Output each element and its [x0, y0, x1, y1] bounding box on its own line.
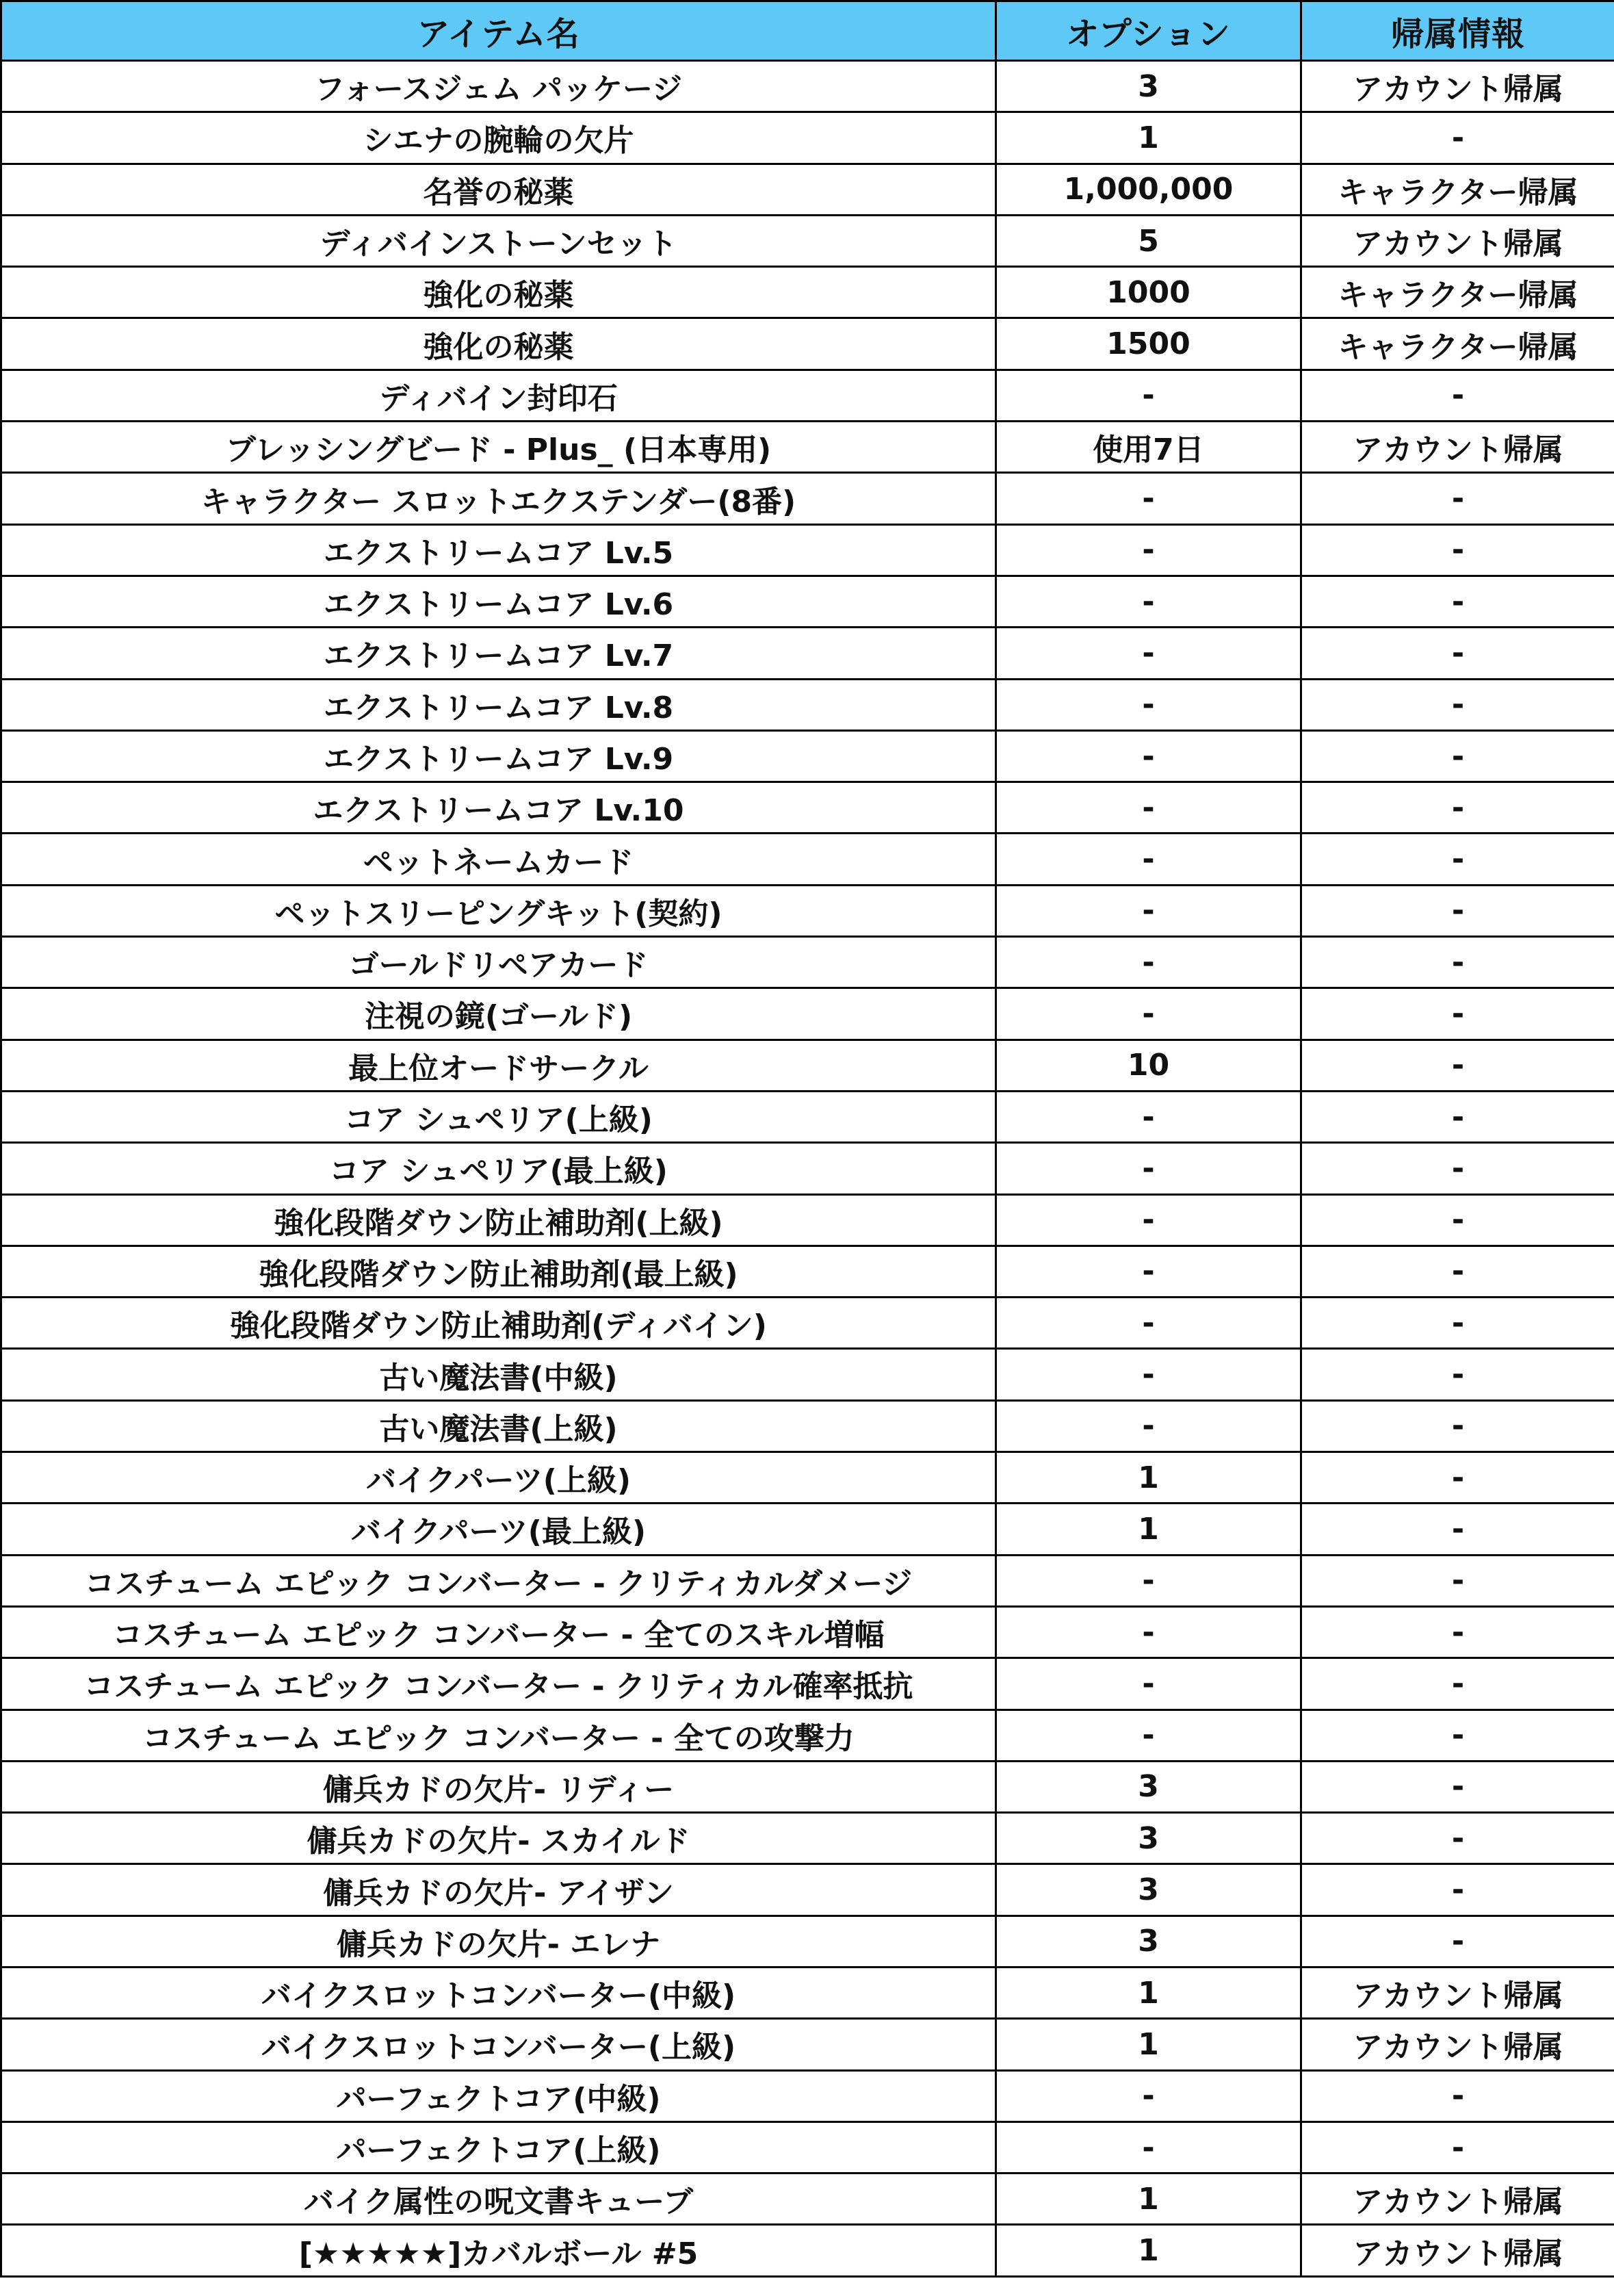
cell-item-name: キャラクター スロットエクステンダー(8番): [1, 473, 996, 524]
table-row: [1, 730, 1614, 782]
table-row: [1, 988, 1614, 1040]
cell-item-name: ディバインストーンセット: [1, 215, 996, 266]
cell-item-name: コア シュペリア(上級): [1, 1091, 996, 1142]
table-row: [1, 1555, 1614, 1606]
table-row: [1, 885, 1614, 936]
cell-item-name: コスチューム エピック コンバーター - クリティカル確率抵抗: [1, 1658, 996, 1710]
table-row: [1, 112, 1614, 164]
cell-binding: -: [1301, 1349, 1614, 1400]
cell-option: -: [996, 1710, 1301, 1761]
cell-option: 1: [996, 2174, 1301, 2225]
cell-item-name: 名誉の秘薬: [1, 164, 996, 215]
cell-binding: アカウント帰属: [1301, 1967, 1614, 2018]
cell-binding: アカウント帰属: [1301, 422, 1614, 473]
cell-binding: アカウント帰属: [1301, 2174, 1614, 2225]
table-row: [1, 1658, 1614, 1710]
cell-option: 1: [996, 1967, 1301, 2018]
cell-item-name: バイクスロットコンバーター(中級): [1, 1967, 996, 2018]
cell-binding: -: [1301, 1710, 1614, 1761]
cell-binding: -: [1301, 1813, 1614, 1864]
table-row: [1, 937, 1614, 988]
table-row: [1, 1504, 1614, 1555]
cell-binding: -: [1301, 1658, 1614, 1710]
cell-binding: -: [1301, 1143, 1614, 1194]
cell-binding: -: [1301, 1246, 1614, 1297]
cell-binding: -: [1301, 524, 1614, 576]
cell-binding: -: [1301, 370, 1614, 421]
cell-option: 1500: [996, 318, 1301, 370]
table-row: [1, 834, 1614, 885]
table-row: [1, 1813, 1614, 1864]
table-row: [1, 2019, 1614, 2070]
cell-item-name: エクストリームコア Lv.6: [1, 576, 996, 627]
table-row: [1, 2070, 1614, 2121]
cell-item-name: フォースジェム パッケージ: [1, 61, 996, 112]
cell-item-name: バイク属性の呪文書キューブ: [1, 2174, 996, 2225]
cell-binding: -: [1301, 1400, 1614, 1452]
table-row: [1, 61, 1614, 112]
cell-binding: キャラクター帰属: [1301, 267, 1614, 318]
cell-option: -: [996, 576, 1301, 627]
cell-option: -: [996, 1194, 1301, 1246]
cell-item-name: 強化段階ダウン防止補助剤(ディバイン): [1, 1298, 996, 1349]
cell-option: 1: [996, 112, 1301, 164]
cell-binding: -: [1301, 1864, 1614, 1916]
table-row: [1, 1091, 1614, 1142]
table-row: [1, 1452, 1614, 1504]
cell-item-name: [★★★★★]カバルボール #5: [1, 2225, 996, 2276]
cell-item-name: 注視の鏡(ゴールド): [1, 988, 996, 1040]
cell-option: 使用7日: [996, 422, 1301, 473]
table-row: [1, 2121, 1614, 2173]
cell-binding: -: [1301, 679, 1614, 730]
cell-option: -: [996, 937, 1301, 988]
cell-option: -: [996, 1658, 1301, 1710]
cell-item-name: コア シュペリア(最上級): [1, 1143, 996, 1194]
cell-item-name: ゴールドリペアカード: [1, 937, 996, 988]
cell-item-name: 古い魔法書(上級): [1, 1400, 996, 1452]
cell-item-name: シエナの腕輪の欠片: [1, 112, 996, 164]
cell-binding: -: [1301, 782, 1614, 834]
table-row: [1, 164, 1614, 215]
cell-binding: アカウント帰属: [1301, 2225, 1614, 2276]
cell-binding: -: [1301, 2121, 1614, 2173]
cell-binding: キャラクター帰属: [1301, 318, 1614, 370]
table-row: [1, 2174, 1614, 2225]
cell-option: 10: [996, 1040, 1301, 1091]
cell-binding: -: [1301, 1040, 1614, 1091]
table-row: [1, 576, 1614, 627]
cell-option: -: [996, 1091, 1301, 1142]
cell-option: -: [996, 834, 1301, 885]
cell-option: -: [996, 1298, 1301, 1349]
table-row: [1, 1400, 1614, 1452]
cell-option: -: [996, 1555, 1301, 1606]
cell-item-name: ペットネームカード: [1, 834, 996, 885]
cell-option: -: [996, 730, 1301, 782]
cell-binding: -: [1301, 1452, 1614, 1504]
cell-option: -: [996, 679, 1301, 730]
cell-option: -: [996, 370, 1301, 421]
column-header-item-name: アイテム名: [1, 1, 996, 61]
cell-option: -: [996, 473, 1301, 524]
cell-option: 1000: [996, 267, 1301, 318]
cell-option: -: [996, 2070, 1301, 2121]
table-row: [1, 782, 1614, 834]
table-row: [1, 1298, 1614, 1349]
cell-item-name: バイクパーツ(最上級): [1, 1504, 996, 1555]
cell-option: -: [996, 1606, 1301, 1657]
column-header-binding: 帰属情報: [1301, 1, 1614, 61]
cell-item-name: コスチューム エピック コンバーター - 全てのスキル増幅: [1, 1606, 996, 1657]
table-body: [1, 61, 1614, 2277]
cell-item-name: 傭兵カドの欠片- アイザン: [1, 1864, 996, 1916]
cell-item-name: エクストリームコア Lv.5: [1, 524, 996, 576]
cell-binding: -: [1301, 1194, 1614, 1246]
cell-binding: -: [1301, 885, 1614, 936]
cell-item-name: ペットスリーピングキット(契約): [1, 885, 996, 936]
cell-option: -: [996, 2121, 1301, 2173]
cell-item-name: エクストリームコア Lv.7: [1, 628, 996, 679]
cell-binding: -: [1301, 988, 1614, 1040]
header-row: [1, 1, 1614, 61]
table-row: [1, 524, 1614, 576]
table-row: [1, 370, 1614, 421]
cell-option: 1: [996, 2225, 1301, 2276]
table-row: [1, 1761, 1614, 1812]
cell-item-name: パーフェクトコア(上級): [1, 2121, 996, 2173]
cell-item-name: 強化の秘薬: [1, 318, 996, 370]
cell-option: -: [996, 1143, 1301, 1194]
cell-item-name: バイクスロットコンバーター(上級): [1, 2019, 996, 2070]
table-row: [1, 1143, 1614, 1194]
cell-item-name: バイクパーツ(上級): [1, 1452, 996, 1504]
table-row: [1, 628, 1614, 679]
cell-option: 3: [996, 1761, 1301, 1812]
cell-binding: -: [1301, 1606, 1614, 1657]
cell-option: 1: [996, 1504, 1301, 1555]
cell-binding: -: [1301, 1504, 1614, 1555]
cell-binding: -: [1301, 1298, 1614, 1349]
cell-option: -: [996, 1400, 1301, 1452]
cell-binding: -: [1301, 937, 1614, 988]
cell-item-name: 傭兵カドの欠片- エレナ: [1, 1916, 996, 1967]
table-row: [1, 1864, 1614, 1916]
cell-option: 3: [996, 1813, 1301, 1864]
cell-binding: -: [1301, 834, 1614, 885]
cell-item-name: 最上位オードサークル: [1, 1040, 996, 1091]
cell-item-name: ディバイン封印石: [1, 370, 996, 421]
cell-binding: -: [1301, 1916, 1614, 1967]
cell-item-name: コスチューム エピック コンバーター - 全ての攻撃力: [1, 1710, 996, 1761]
cell-binding: アカウント帰属: [1301, 2019, 1614, 2070]
table-row: [1, 1194, 1614, 1246]
table-row: [1, 1246, 1614, 1297]
cell-binding: -: [1301, 112, 1614, 164]
cell-item-name: 強化の秘薬: [1, 267, 996, 318]
cell-item-name: 古い魔法書(中級): [1, 1349, 996, 1400]
table-row: [1, 1967, 1614, 2018]
cell-binding: -: [1301, 576, 1614, 627]
cell-item-name: ブレッシングビード - Plus_ (日本専用): [1, 422, 996, 473]
cell-option: -: [996, 782, 1301, 834]
table-row: [1, 679, 1614, 730]
table-header: [1, 1, 1614, 61]
cell-item-name: エクストリームコア Lv.10: [1, 782, 996, 834]
table-row: [1, 473, 1614, 524]
cell-option: 3: [996, 1864, 1301, 1916]
cell-item-name: コスチューム エピック コンバーター - クリティカルダメージ: [1, 1555, 996, 1606]
cell-option: -: [996, 1349, 1301, 1400]
cell-option: -: [996, 885, 1301, 936]
cell-option: -: [996, 524, 1301, 576]
table-row: [1, 1606, 1614, 1657]
cell-item-name: エクストリームコア Lv.8: [1, 679, 996, 730]
cell-binding: アカウント帰属: [1301, 61, 1614, 112]
table-row: [1, 1710, 1614, 1761]
table-row: [1, 215, 1614, 266]
table-row: [1, 1916, 1614, 1967]
cell-binding: アカウント帰属: [1301, 215, 1614, 266]
table-row: [1, 267, 1614, 318]
cell-item-name: 強化段階ダウン防止補助剤(上級): [1, 1194, 996, 1246]
cell-option: 3: [996, 1916, 1301, 1967]
cell-option: 1: [996, 2019, 1301, 2070]
table-row: [1, 1349, 1614, 1400]
cell-binding: -: [1301, 2070, 1614, 2121]
cell-binding: キャラクター帰属: [1301, 164, 1614, 215]
cell-option: -: [996, 628, 1301, 679]
cell-binding: -: [1301, 473, 1614, 524]
cell-option: -: [996, 1246, 1301, 1297]
cell-item-name: 傭兵カドの欠片- スカイルド: [1, 1813, 996, 1864]
table-row: [1, 318, 1614, 370]
cell-option: 1: [996, 1452, 1301, 1504]
cell-binding: -: [1301, 628, 1614, 679]
cell-item-name: 強化段階ダウン防止補助剤(最上級): [1, 1246, 996, 1297]
cell-item-name: エクストリームコア Lv.9: [1, 730, 996, 782]
cell-binding: -: [1301, 1091, 1614, 1142]
cell-item-name: 傭兵カドの欠片- リディー: [1, 1761, 996, 1812]
column-header-option: オプション: [996, 1, 1301, 61]
cell-item-name: パーフェクトコア(中級): [1, 2070, 996, 2121]
cell-option: 1,000,000: [996, 164, 1301, 215]
table-row: [1, 422, 1614, 473]
table-row: [1, 2225, 1614, 2276]
cell-binding: -: [1301, 1555, 1614, 1606]
cell-option: -: [996, 988, 1301, 1040]
cell-binding: -: [1301, 1761, 1614, 1812]
cell-binding: -: [1301, 730, 1614, 782]
cell-option: 5: [996, 215, 1301, 266]
table-row: [1, 1040, 1614, 1091]
cell-option: 3: [996, 61, 1301, 112]
